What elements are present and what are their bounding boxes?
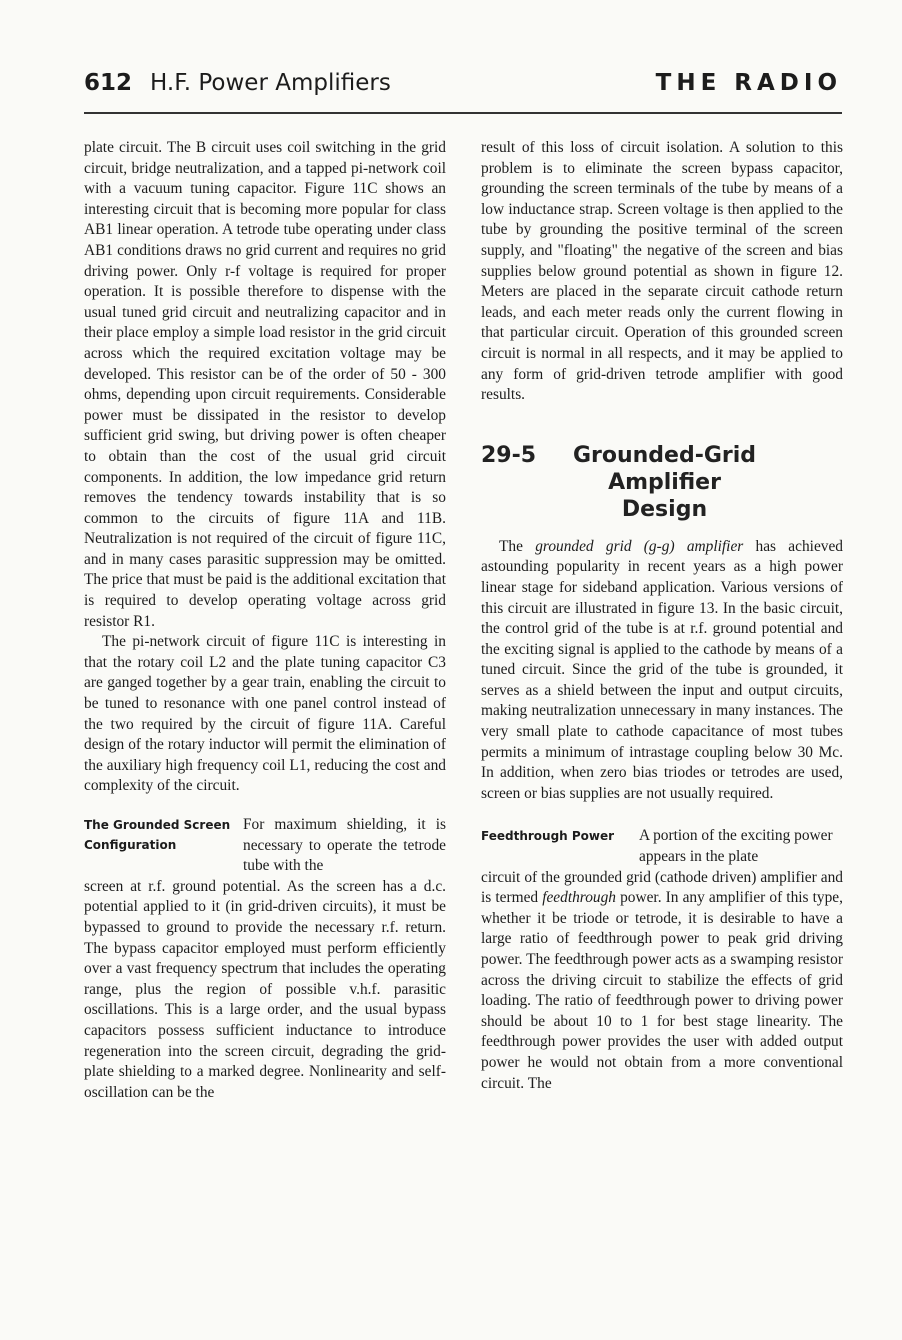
left-column <box>84 138 446 1103</box>
feedthrough-subsection <box>481 826 843 867</box>
left-paragraph-1: plate circuit. The B circuit uses coil switching in the grid circuit, bridge neutralization, and a tapped pi-network coil with a vacuum tuning capacitor. Figure 11C shows an interesting circuit that is becoming more popular for class AB1 linear operation. A tetrode tube operating under class AB1 conditions draws no grid current and requires no grid driving power. Only r-f voltage is required for proper operation. It is possible therefore to dispense with the usual tuned grid circuit and neutralizing capacitor and in their place employ a simple load resistor in the grid circuit across which the required excitation voltage may be developed. This resistor can be of the order of 50 - 300 ohms, depending upon circuit requirements. Considerable power must be dissipated in the resistor to develop sufficient grid swing, but driving power is often cheaper to obtain than the cost of the usual grid circuit components. In addition, the low impedance grid return removes the tendency towards instability that is so common to the circuits of figure 11A and 11B. Neutralization is not required of the circuit of figure 11C, and in many cases parasitic suppression may be omitted. The price that must be paid is the additional excitation that is required to develop operating voltage across grid resistor R1. <box>84 139 446 630</box>
page-number: 612 <box>84 70 133 96</box>
side-head <box>84 815 237 877</box>
grounded-screen-subsection <box>84 815 446 877</box>
section-title-line-1: Grounded-Grid <box>572 442 757 468</box>
page-header <box>84 70 842 110</box>
side-head-text: For maximum shielding, it is necessary to operate the tetrode tube with the <box>243 816 446 875</box>
p2-rest: has achieved astounding popularity in recent years as a high power linear stage for sideband application. Various versions of this circuit are illustrated in figure 13. In the basic circuit, the control grid of the tube is at r.f. ground potential and the exciting signal is applied to the cathode by means of a tuned circuit. Since the grid of the tube is grounded, it serves as a shield between the input and output circuits, making neutralization unnecessary in many instances. The very small plate to cathode capacitance of most tubes permits a minimum of intrastage coupling below 30 Mc. In addition, when zero bias triodes or tetrodes are used, screen or bias supplies are not usually required. <box>481 537 843 802</box>
feedthrough-side-head <box>481 826 631 867</box>
chapter-title: H.F. Power Amplifiers <box>150 70 391 96</box>
section-heading <box>481 442 843 523</box>
p3-rest: power. In any amplifier of this type, whether it be triode or tetrode, it is desirable to have a large ratio of feedthrough power to peak grid driving power. The feedthrough power acts as a swamping resistor across the driving circuit to stabilize the effects of grid loading. The ratio of feedthrough power to driving power should be about 10 to 1 for best stage linearity. The feedthrough power provides the user with added output power he would not obtain from a more conventional circuit. The <box>481 889 843 1092</box>
right-paragraph-3 <box>481 868 843 1095</box>
section-title <box>566 442 843 523</box>
running-head: THE RADIO <box>655 70 842 96</box>
feedthrough-side-head-text: Feedthrough Power <box>481 829 615 844</box>
right-column <box>481 138 843 1094</box>
p3-term: feedthrough <box>542 889 616 907</box>
section-title-line-2: Amplifier Design <box>608 469 721 522</box>
p2-term: grounded grid (g-g) amplifier <box>535 537 744 555</box>
p3-lead: circuit of the grounded grid (cathode driven) amplifier and is termed <box>481 868 843 907</box>
side-head-line-1: The Grounded Screen <box>84 818 231 832</box>
section-number: 29-5 <box>481 442 537 468</box>
side-head-line-2: Configuration <box>84 838 177 852</box>
right-paragraph-2 <box>481 537 843 805</box>
header-rule <box>84 112 842 114</box>
p2-lead: The <box>499 537 536 555</box>
left-paragraph-2: The pi-network circuit of figure 11C is interesting in that the rotary coil L2 and the plate tuning capacitor C3 are ganged together by a gear train, enabling the circuit to be tuned to resonance with one panel control instead of the two required by the circuit of figure 11A. Careful design of the rotary inductor will permit the elimination of the auxiliary high frequency coil L1, reducing the cost and complexity of the circuit. <box>84 633 446 795</box>
right-paragraph-1: result of this loss of circuit isolation. A solution to this problem is to eliminate the screen bypass capacitor, grounding the screen terminals of the tube by means of a low inductance strap. Screen voltage is then applied to the tube by grounding the positive terminal of the screen supply, and "floating" the negative of the screen and bias supplies below ground potential as shown in figure 12. Meters are placed in the separate circuit cathode return leads, and each meter reads only the current flowing in that particular circuit. Operation of this grounded screen circuit is normal in all respects, and it may be applied to any form of grid-driven tetrode amplifier with good results. <box>481 139 843 404</box>
feedthrough-side-text: A portion of the exciting power appears in the plate <box>639 827 833 866</box>
left-paragraph-3: screen at r.f. ground potential. As the screen has a d.c. potential applied to it (in grid-driven circuits), it must be bypassed to ground to provide the necessary r.f. return. The bypass capacitor employed must perform efficiently over a vast frequency spectrum that includes the operating range, plus the region of possible v.h.f. parasitic oscillations. This is a large order, and the usual bypass capacitors possess sufficient inductance to introduce regeneration into the screen circuit, degrading the grid-plate shielding to a marked degree. Nonlinearity and self-oscillation can be the <box>84 877 446 1101</box>
